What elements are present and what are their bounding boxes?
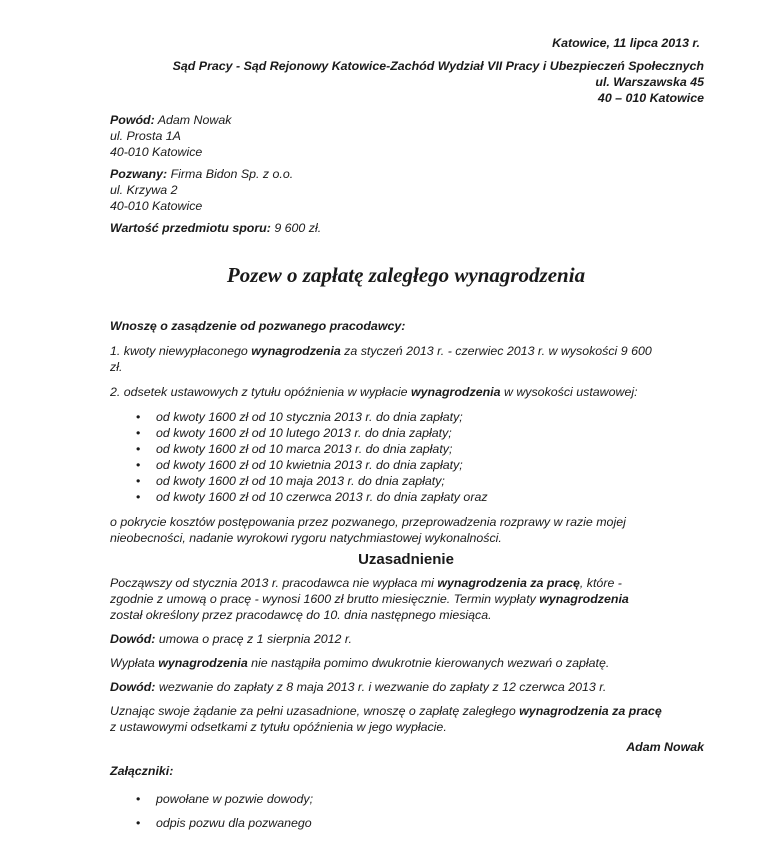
- list-item: • od kwoty 1600 zł od 10 marca 2013 r. do dnia zapłaty;: [110, 441, 710, 457]
- claim-value-label: Wartość przedmiotu sporu:: [110, 221, 271, 235]
- list-item: • od kwoty 1600 zł od 10 lutego 2013 r. do dnia zapłaty;: [110, 425, 710, 441]
- proof-1: Dowód: umowa o pracę z 1 sierpnia 2012 r.: [110, 632, 352, 646]
- request-item-2: 2. odsetek ustawowych z tytułu opóźnienia w wypłacie wynagrodzenia w wysokości ustawowej:: [110, 385, 638, 399]
- defendant-street: ul. Krzywa 2: [110, 183, 178, 197]
- court-street: ul. Warszawska 45: [595, 75, 704, 89]
- request-item-1: 1. kwoty niewypłaconego wynagrodzenia za styczeń 2013 r. - czerwiec 2013 r. w wysokości 9 600 zł.: [110, 344, 652, 374]
- request-intro: Wnoszę o zasądzenie od pozwanego pracodawcy:: [110, 319, 406, 333]
- list-item: • od kwoty 1600 zł od 10 kwietnia 2013 r. do dnia zapłaty;: [110, 457, 710, 473]
- justification-paragraph-1: Począwszy od stycznia 2013 r. pracodawca nie wypłaca mi wynagrodzenia za pracę, które - zgodnie z umową o pracę - wynosi 1600 zł brutto miesięcznie. Termin wypłaty wynagrodzenia został określony przez pracodawcę do 10. dnia następnego miesiąca.: [110, 576, 629, 622]
- interest-list: [110, 409, 710, 505]
- list-item: • od kwoty 1600 zł od 10 maja 2013 r. do dnia zapłaty;: [110, 473, 710, 489]
- document-header: [100, 35, 704, 106]
- plaintiff-city: 40-010 Katowice: [110, 145, 203, 159]
- court-city: 40 – 010 Katowice: [597, 91, 704, 105]
- list-item: • powołane w pozwie dowody;: [110, 791, 710, 807]
- plaintiff-name: Adam Nowak: [154, 113, 232, 127]
- request-section: [110, 318, 710, 546]
- justification-section: [110, 575, 710, 735]
- defendant-name: Firma Bidon Sp. z o.o.: [167, 167, 294, 181]
- signature: Adam Nowak: [626, 740, 704, 754]
- attachments-label: Załączniki:: [110, 764, 174, 778]
- claim-value-amount: 9 600 zł.: [270, 221, 322, 235]
- document-title: Pozew o zapłatę zaległego wynagrodzenia: [226, 263, 586, 287]
- plaintiff-street: ul. Prosta 1A: [110, 129, 181, 143]
- proof-2: Dowód: wezwanie do zapłaty z 8 maja 2013 r. i wezwanie do zapłaty z 12 czerwca 2013 r.: [110, 680, 607, 694]
- justification-paragraph-2: Wypłata wynagrodzenia nie nastąpiła pomimo dwukrotnie kierowanych wezwań o zapłatę.: [110, 656, 610, 670]
- list-item: • odpis pozwu dla pozwanego: [110, 815, 710, 831]
- attachments-section: [110, 763, 710, 831]
- defendant-city: 40-010 Katowice: [110, 199, 203, 213]
- justification-paragraph-3: Uznając swoje żądanie za pełni uzasadnione, wnoszę o zapłatę zaległego wynagrodzenia za pracę z ustawowymi odsetkami z tytułu opóźnienia w jego wypłacie.: [110, 704, 662, 734]
- defendant-block: [110, 166, 293, 214]
- list-item: • od kwoty 1600 zł od 10 stycznia 2013 r. do dnia zapłaty;: [110, 409, 710, 425]
- court-name: Sąd Pracy - Sąd Rejonowy Katowice-Zachód Wydział VII Pracy i Ubezpieczeń Społecznych: [172, 59, 704, 73]
- costs-request: o pokrycie kosztów postępowania przez pozwanego, przeprowadzenia rozprawy w razie mojej nieobecności, nadanie wyrokowi rygoru natychmiastowej wykonalności.: [110, 515, 626, 545]
- date-line: Katowice, 11 lipca 2013 r.: [552, 36, 700, 50]
- attachments-list: [110, 791, 710, 831]
- list-item: • od kwoty 1600 zł od 10 czerwca 2013 r. do dnia zapłaty oraz: [110, 489, 710, 505]
- claim-value: [110, 220, 321, 236]
- defendant-label: Pozwany:: [110, 167, 168, 181]
- plaintiff-block: [110, 112, 231, 160]
- plaintiff-label: Powód:: [110, 113, 155, 127]
- justification-heading: Uzasadnienie: [358, 551, 454, 568]
